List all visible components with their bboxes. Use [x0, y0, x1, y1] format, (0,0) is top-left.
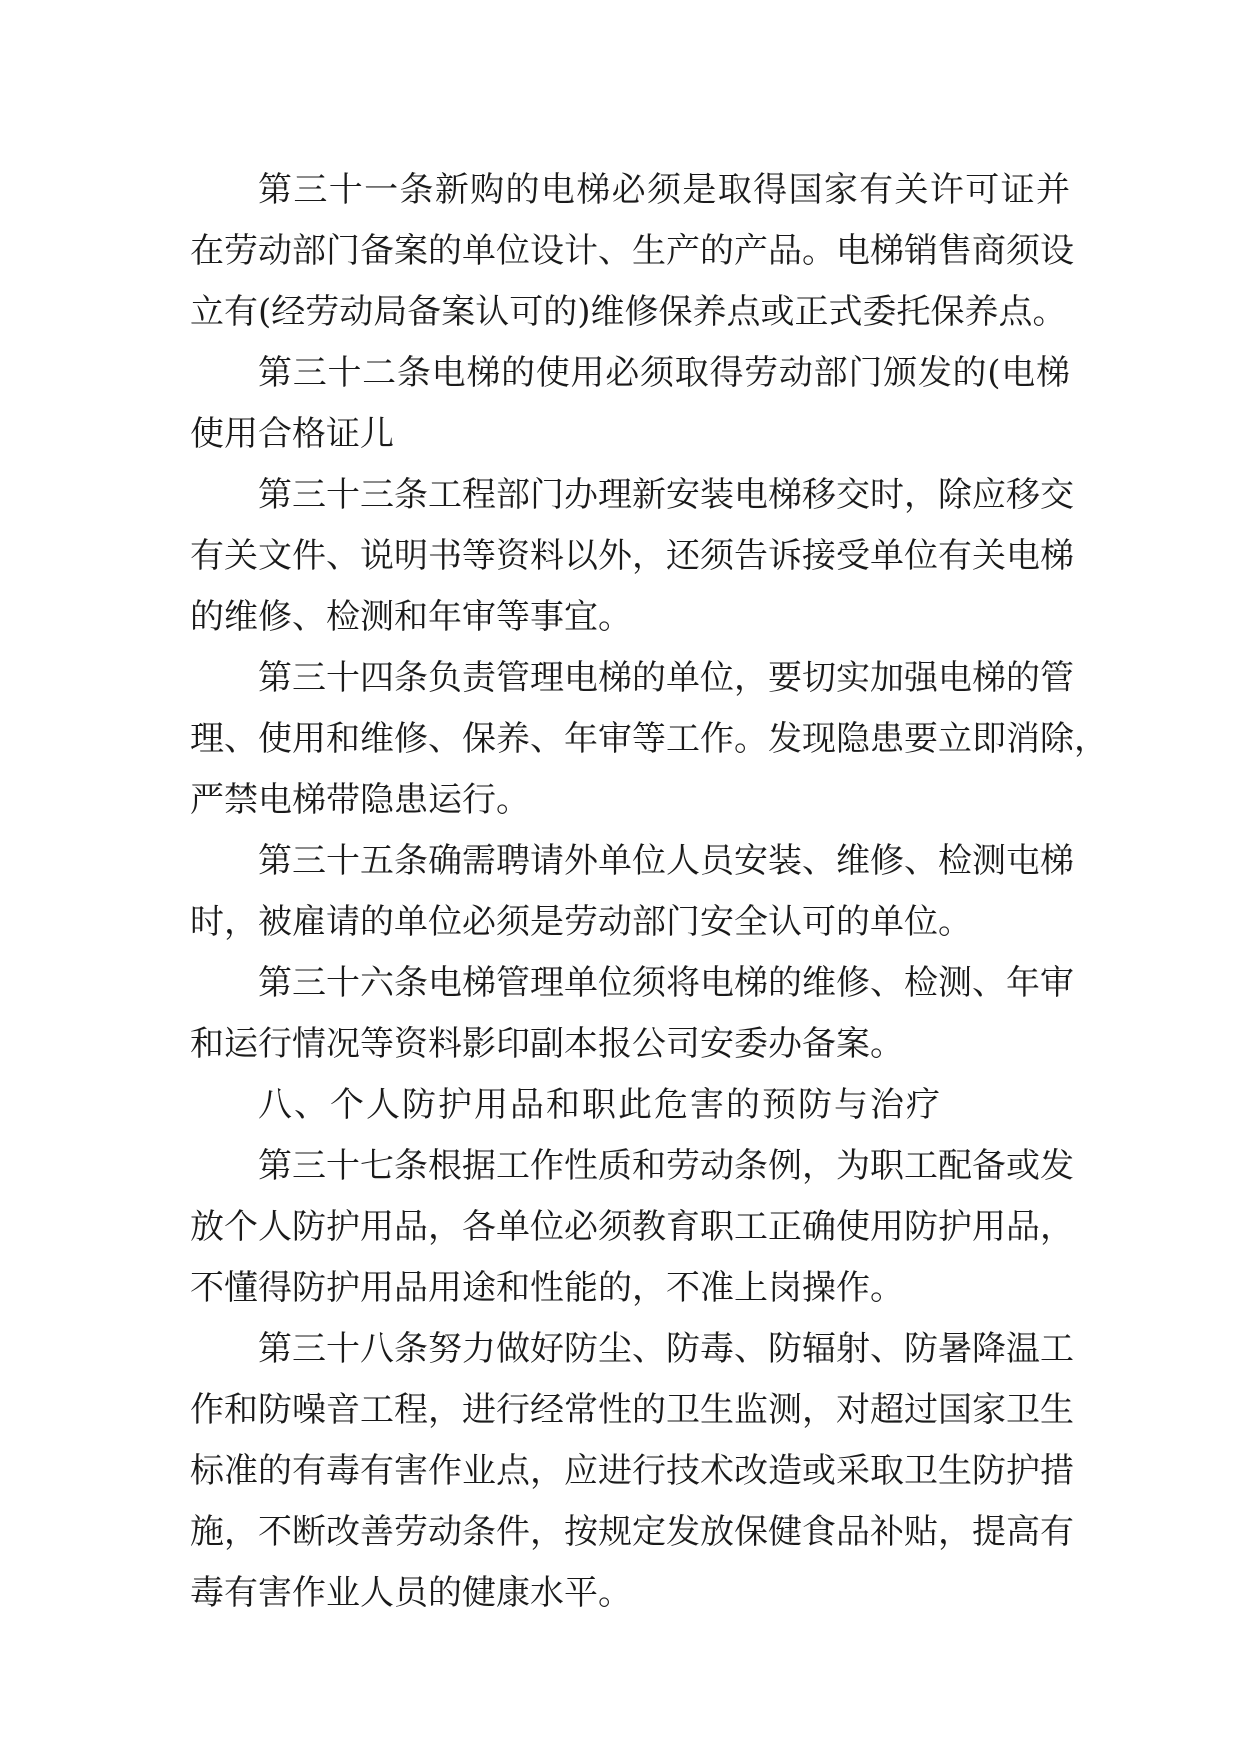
article-37-line-2: 放个人防护用品，各单位必须教育职工正确使用防护用品， [190, 1207, 1074, 1247]
article-36-line-1: 第三十六条电梯管理单位须将电梯的维修、检测、年审 [258, 963, 1074, 1003]
section-8-heading: 八、个人防护用品和职此危害的预防与治疗 [258, 1085, 942, 1125]
article-32-line-2: 使用合格证儿 [190, 414, 394, 454]
article-37-line-1: 第三十七条根据工作性质和劳动条例，为职工配备或发 [258, 1146, 1074, 1186]
document-body [190, 160, 1108, 1624]
article-36-line-2: 和运行情况等资料影印副本报公司安委办备案。 [190, 1024, 904, 1064]
article-35-line-2: 时，被雇请的单位必须是劳动部门安全认可的单位。 [190, 902, 972, 942]
article-31-line-2: 在劳动部门备案的单位设计、生产的产品。电梯销售商须设 [190, 231, 1074, 271]
article-35-line-1: 第三十五条确需聘请外单位人员安装、维修、检测屯梯 [258, 841, 1074, 881]
article-34-line-1: 第三十四条负责管理电梯的单位，要切实加强电梯的管 [258, 658, 1074, 698]
article-33-line-2: 有关文件、说明书等资料以外，还须告诉接受单位有关电梯 [190, 536, 1074, 576]
article-31-line-3: 立有(经劳动局备案认可的)维修保养点或正式委托保养点。 [190, 292, 1067, 332]
article-33-line-1: 第三十三条工程部门办理新安装电梯移交时，除应移交 [258, 475, 1074, 515]
article-38-line-1: 第三十八条努力做好防尘、防毒、防辐射、防暑降温工 [258, 1329, 1074, 1369]
article-34-line-3: 严禁电梯带隐患运行。 [190, 780, 530, 820]
article-38-line-3: 标准的有毒有害作业点，应进行技术改造或采取卫生防护措 [190, 1451, 1074, 1491]
article-38-line-2: 作和防噪音工程，进行经常性的卫生监测，对超过国家卫生 [190, 1390, 1074, 1430]
article-32-line-1: 第三十二条电梯的使用必须取得劳动部门颁发的(电梯 [258, 353, 1070, 393]
article-33-line-3: 的维修、检测和年审等事宜。 [190, 597, 632, 637]
article-38-line-5: 毒有害作业人员的健康水平。 [190, 1573, 632, 1613]
article-34-line-2: 理、使用和维修、保养、年审等工作。发现隐患要立即消除， [190, 719, 1108, 759]
article-38-line-4: 施，不断改善劳动条件，按规定发放保健食品补贴，提高有 [190, 1512, 1074, 1552]
article-37-line-3: 不懂得防护用品用途和性能的，不准上岗操作。 [190, 1268, 904, 1308]
article-31-line-1: 第三十一条新购的电梯必须是取得国家有关许可证并 [258, 170, 1070, 210]
